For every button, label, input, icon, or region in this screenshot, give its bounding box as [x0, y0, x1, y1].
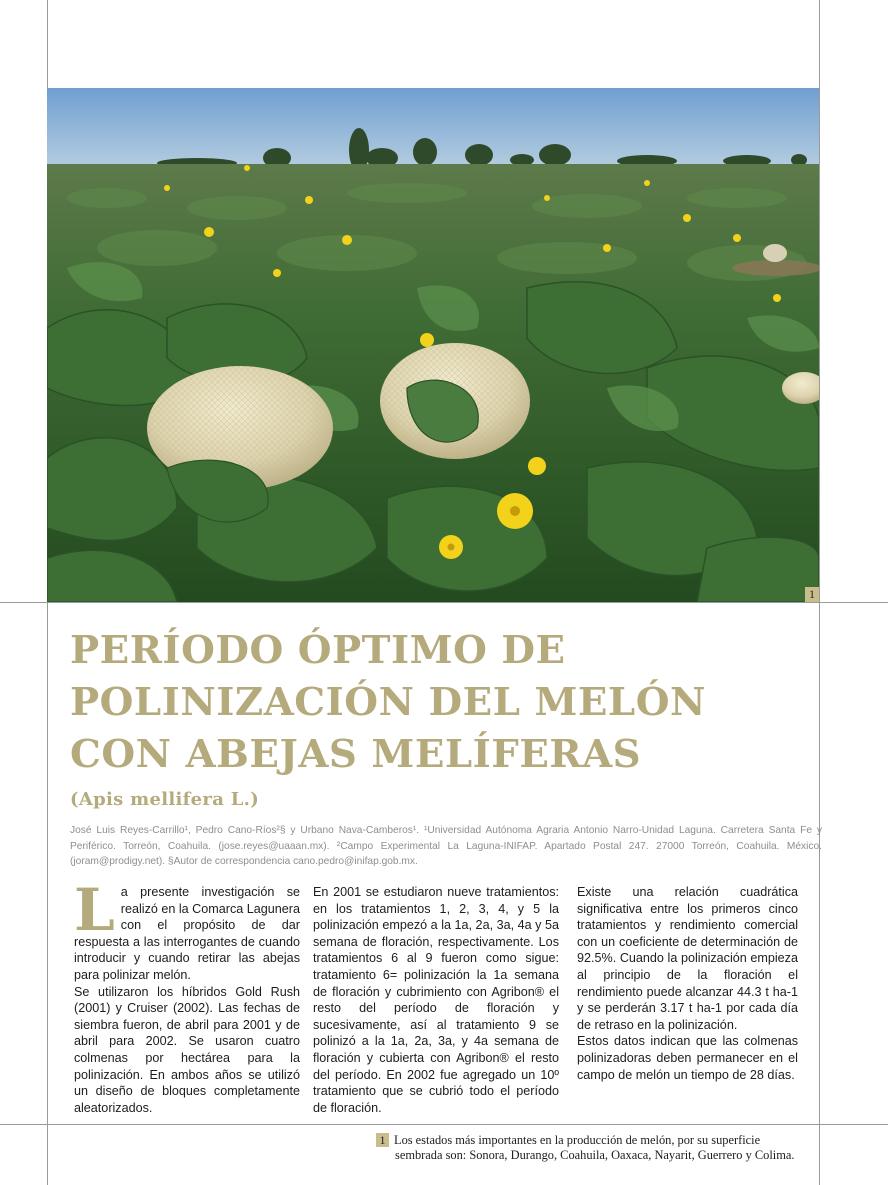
body-column-1 — [74, 876, 300, 1116]
title-line-2: POLINIZACIÓN DEL MELÓN — [70, 679, 706, 724]
body-column-2 — [313, 884, 559, 1116]
article-subtitle: (Apis mellifera L.) — [70, 789, 260, 810]
melon-field-photo — [47, 88, 819, 602]
title-line-3: CON ABEJAS MELÍFERAS — [70, 731, 642, 776]
paragraph-text: a presente investigación se realizó en la Comarca Lagunera con el propósito de dar respuesta a las interrogantes de cuando introducir y cuando retirar las abejas para polinizar melón. — [74, 885, 300, 982]
paragraph: Existe una relación cuadrática significativa entre los primeros cinco tratamientos y rendimiento comercial con un coeficiente de determinación de 92.5%. Cuando la polinización empieza al principio de la floración el rendimiento puede alcanzar 44.3 t ha-1 y se perderán 3.17 t ha-1 por cada día de retraso en la polinización. — [577, 885, 798, 1032]
article-title — [70, 624, 845, 780]
footnote — [376, 1133, 816, 1163]
body-column-3 — [577, 884, 798, 1083]
footnote-line-2: sembrada son: Sonora, Durango, Coahuila, Oaxaca, Nayarit, Guerrero y Colima. — [395, 1148, 795, 1162]
figure-number-badge: 1 — [805, 587, 819, 602]
paragraph: En 2001 se estudiaron nueve tratamientos: en los tratamientos 1, 2, 3, 4, y 5 la polinización empezó a la 1a, 2a, 3a, 4a y 5a semana de floración, respectivamente. Los tratamientos 6 al 9 fueron como sigue: tratamiento 6= polinización la 1a semana de floración y cubrimiento con Agribon® el resto del período de floración y sucesivamente, así al tratamiento 9 se polinizó a la 1a, 2a, 3a, y 4a semana de floración y cubierta con Agribon® el resto del período. En 2002 fue agregado un 10º tratamiento que se cubrió todo el período de floración. — [313, 885, 559, 1115]
title-line-1: PERÍODO ÓPTIMO DE — [70, 627, 566, 672]
footnote-number-badge: 1 — [376, 1133, 389, 1147]
right-margin-rule — [819, 0, 820, 1185]
footnote-top-rule — [0, 1124, 888, 1125]
photo-bottom-rule — [0, 602, 888, 603]
paragraph — [74, 876, 300, 984]
paragraph: Estos datos indican que las colmenas polinizadoras deben permanecer en el campo de melón un tiempo de 28 días. — [577, 1034, 798, 1082]
footnote-line-1: Los estados más importantes en la producción de melón, por su superficie — [394, 1133, 761, 1147]
paragraph: Se utilizaron los híbridos Gold Rush (2001) y Cruiser (2002). Las fechas de siembra fueron, de abril para 2001 y de abril para 2002. Se usaron cuatro colmenas por hectárea para la polinización. En ambos años se utilizó un diseño de bloques completamente aleatorizados. — [74, 984, 300, 1115]
author-affiliations: José Luis Reyes-Carrillo¹, Pedro Cano-Ríos²§ y Urbano Nava-Camberos¹. ¹Universidad Autónoma Agraria Antonio Narro-Unidad Laguna. Carretera Santa Fe y Periférico. Torreón, Coahuila. (jose.reyes@uaaan.mx). ²Campo Experimental La Laguna-INIFAP. Apartado Postal 247. 27000 Torreón, Coahuila. México. (joram@prodigy.net). §Autor de correspondencia cano.pedro@inifap.gob.mx. — [70, 825, 822, 867]
photo-illustration — [47, 88, 819, 602]
drop-cap: L — [74, 876, 115, 944]
